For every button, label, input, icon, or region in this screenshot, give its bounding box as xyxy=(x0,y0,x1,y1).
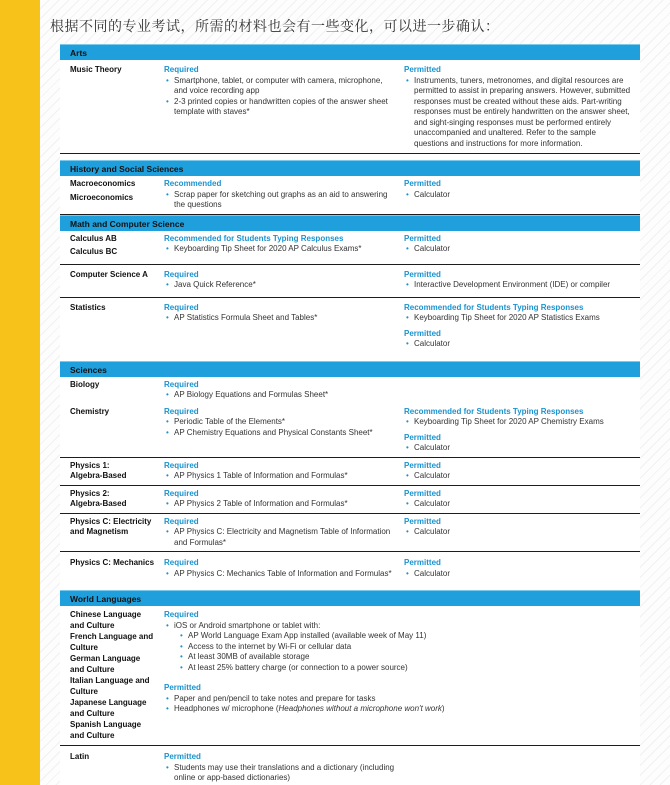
section-header-arts: Arts xyxy=(60,44,640,60)
subject-name xyxy=(60,65,156,149)
required-label: Required xyxy=(164,269,199,279)
list-item: • AP World Language Exam App installed (available week of May 11) xyxy=(164,631,640,642)
required-column xyxy=(156,380,396,401)
required-column xyxy=(156,558,396,579)
permitted-column xyxy=(396,179,640,211)
subject-label: Spanish Language and Culture xyxy=(70,720,142,740)
permitted-label: Permitted xyxy=(404,269,441,279)
permitted-column xyxy=(396,65,640,149)
list-item: • Calculator xyxy=(404,471,632,482)
list-item: • AP Physics 1 Table of Information and Formulas* xyxy=(164,471,396,482)
list-item: • Calculator xyxy=(404,569,632,580)
table-row-music-theory xyxy=(60,60,640,154)
subject-name xyxy=(60,380,156,401)
list-item: • Calculator xyxy=(404,339,632,350)
subject-label: Macroeconomics xyxy=(70,179,136,188)
required-label: Required xyxy=(164,379,199,389)
subject-name xyxy=(60,489,156,510)
list-item: • Interactive Development Environment (IDE) or compiler xyxy=(404,280,632,291)
required-label: Required xyxy=(164,516,199,526)
permitted-label: Permitted xyxy=(404,488,441,498)
permitted-label: Permitted xyxy=(164,683,201,692)
list-item: • Instruments, tuners, metronomes, and digital resources are permitted to assist in preparing answers. However, submitted responses must be created without these aids. Part-writing responses must be entirely handwritten on the answer sheet, and sight-singing responses must be performed entirely unaccompanied and unaltered. Refer to the sample questions and instructions for more information. xyxy=(404,76,632,150)
table-row-statistics xyxy=(60,298,640,353)
subject-name xyxy=(60,610,156,742)
list-item: • At least 30MB of available storage xyxy=(164,652,640,663)
section-header-math: Math and Computer Science xyxy=(60,215,640,231)
list-item: • AP Physics C: Mechanics Table of Information and Formulas* xyxy=(164,569,396,580)
section-header-world-languages: World Languages xyxy=(60,590,640,606)
subject-label: Physics C: Mechanics xyxy=(70,558,155,567)
table-row-chemistry xyxy=(60,404,640,458)
headphones-text: Headphones w/ microphone ( xyxy=(174,704,279,713)
table-row-physics-1 xyxy=(60,458,640,486)
subject-name xyxy=(60,752,156,784)
list-item: • AP Physics C: Electricity and Magnetism Table of Information and Formulas* xyxy=(164,527,396,548)
list-item: • Smartphone, tablet, or computer with camera, microphone, and voice recording app xyxy=(164,76,396,97)
list-item: • Keyboarding Tip Sheet for 2020 AP Chemistry Exams xyxy=(404,417,632,428)
subject-label: Statistics xyxy=(70,302,106,312)
page-heading: 根据不同的专业考试，所需的材料也会有一些变化，可以进一步确认： xyxy=(50,19,500,35)
required-label: Required xyxy=(164,406,199,416)
list-item: • Periodic Table of the Elements* xyxy=(164,417,396,428)
list-item: • Keyboarding Tip Sheet for 2020 AP Statistics Exams xyxy=(404,313,632,324)
required-column xyxy=(156,610,640,742)
required-label: Required xyxy=(164,558,199,567)
required-label: Required xyxy=(164,488,199,498)
list-item: • 2-3 printed copies or handwritten copies of the answer sheet template with staves* xyxy=(164,97,396,118)
permitted-column xyxy=(396,234,640,261)
list-item: • Java Quick Reference* xyxy=(164,280,396,291)
list-item: • Access to the internet by Wi-Fi or cellular data xyxy=(164,642,640,653)
permitted-label: Permitted xyxy=(404,558,441,567)
section-header-history: History and Social Sciences xyxy=(60,160,640,176)
required-column xyxy=(156,234,396,261)
permitted-column xyxy=(396,489,640,510)
subject-label: Biology xyxy=(70,379,100,389)
required-label: Required xyxy=(164,610,199,619)
section-header-sciences: Sciences xyxy=(60,361,640,377)
subject-label: Physics C: Electricity xyxy=(70,516,152,526)
table-row-calculus xyxy=(60,231,640,265)
permitted-label: Permitted xyxy=(404,65,441,74)
subject-label: Japanese Language and Culture xyxy=(70,698,147,718)
required-label: Required xyxy=(164,460,199,470)
subject-name xyxy=(60,407,156,454)
permitted-label: Permitted xyxy=(404,460,441,470)
subject-name xyxy=(60,517,156,549)
required-label: Required xyxy=(164,302,199,312)
list-item: • Calculator xyxy=(404,527,632,538)
required-column xyxy=(156,270,396,291)
required-column xyxy=(156,179,396,211)
headphones-close: ) xyxy=(441,704,445,713)
subject-name xyxy=(60,303,156,350)
permitted-label: Permitted xyxy=(404,516,441,526)
subject-label: German Language and Culture xyxy=(70,654,141,674)
permitted-column xyxy=(396,303,640,350)
list-item: • At least 25% battery charge (or connection to a power source) xyxy=(164,663,640,674)
permitted-column xyxy=(396,407,640,454)
list-item: • Keyboarding Tip Sheet for 2020 AP Calculus Exams* xyxy=(164,244,396,255)
subject-label: Chinese Language and Culture xyxy=(70,610,142,630)
list-item: • Paper and pen/pencil to take notes and prepare for tasks xyxy=(164,694,640,705)
list-item: • Calculator xyxy=(404,244,632,255)
subject-label: Physics 2: xyxy=(70,488,110,498)
subject-label: Chemistry xyxy=(70,406,110,416)
list-item: • Calculator xyxy=(404,499,632,510)
recommended-label: Recommended xyxy=(164,179,222,188)
list-item: • Calculator xyxy=(404,190,632,201)
permitted-column xyxy=(156,752,396,784)
permitted-label: Permitted xyxy=(404,432,441,442)
list-item: • AP Chemistry Equations and Physical Constants Sheet* xyxy=(164,428,396,439)
table-row-computer-science-a xyxy=(60,265,640,298)
permitted-column xyxy=(396,517,640,549)
table-row-physics-c-em xyxy=(60,514,640,553)
table-row-biology xyxy=(60,377,640,404)
permitted-label: Permitted xyxy=(404,233,441,243)
recommended-label: Recommended for Students Typing Responses xyxy=(404,302,584,312)
subject-label: Algebra-Based xyxy=(70,499,127,508)
permitted-label: Permitted xyxy=(404,328,441,338)
list-item: • AP Physics 2 Table of Information and Formulas* xyxy=(164,499,396,510)
subject-name xyxy=(60,461,156,482)
subject-label: Physics 1: xyxy=(70,460,110,470)
subject-label: Calculus BC xyxy=(70,247,118,256)
required-column xyxy=(156,303,396,350)
materials-table xyxy=(60,44,640,785)
permitted-column xyxy=(396,270,640,291)
required-column xyxy=(156,65,396,149)
table-row-modern-languages xyxy=(60,606,640,746)
subject-label: and Magnetism xyxy=(70,527,129,536)
permitted-label: Permitted xyxy=(404,179,441,188)
list-item: • Calculator xyxy=(404,443,632,454)
subject-label: Latin xyxy=(70,752,90,761)
list-item: • AP Statistics Formula Sheet and Tables* xyxy=(164,313,396,324)
subject-label: Algebra-Based xyxy=(70,471,127,480)
recommended-label: Recommended for Students Typing Responses xyxy=(164,233,344,243)
subject-label: Italian Language and Culture xyxy=(70,676,150,696)
subject-label: French Language and Culture xyxy=(70,632,154,652)
list-item: • Students may use their translations and a dictionary (including online or app-based dictionaries) xyxy=(164,763,396,784)
list-item: • AP Biology Equations and Formulas Sheet* xyxy=(164,390,396,401)
subject-label: Calculus AB xyxy=(70,233,117,243)
subject-name xyxy=(60,558,156,579)
subject-label: Music Theory xyxy=(70,65,122,74)
list-item xyxy=(164,704,640,715)
list-item: • iOS or Android smartphone or tablet with: xyxy=(164,621,640,632)
headphones-note: Headphones without a microphone won't work xyxy=(278,704,442,713)
subject-name xyxy=(60,270,156,291)
table-row-economics xyxy=(60,176,640,215)
required-label: Required xyxy=(164,65,199,74)
permitted-column xyxy=(396,461,640,482)
subject-label: Microeconomics xyxy=(70,192,134,202)
subject-label: Computer Science A xyxy=(70,269,148,279)
left-accent-bar xyxy=(0,0,40,785)
table-row-physics-2 xyxy=(60,486,640,514)
subject-name xyxy=(60,179,156,211)
permitted-column xyxy=(396,558,640,579)
table-row-latin xyxy=(60,746,640,785)
permitted-label: Permitted xyxy=(164,752,201,761)
table-row-physics-c-mechanics xyxy=(60,552,640,582)
subject-name xyxy=(60,234,156,261)
list-item: • Scrap paper for sketching out graphs as an aid to answering the questions xyxy=(164,190,396,211)
required-column xyxy=(156,489,396,510)
required-column xyxy=(156,517,396,549)
required-column xyxy=(156,407,396,454)
permitted-column xyxy=(396,380,640,401)
recommended-label: Recommended for Students Typing Responses xyxy=(404,406,584,416)
required-column xyxy=(156,461,396,482)
